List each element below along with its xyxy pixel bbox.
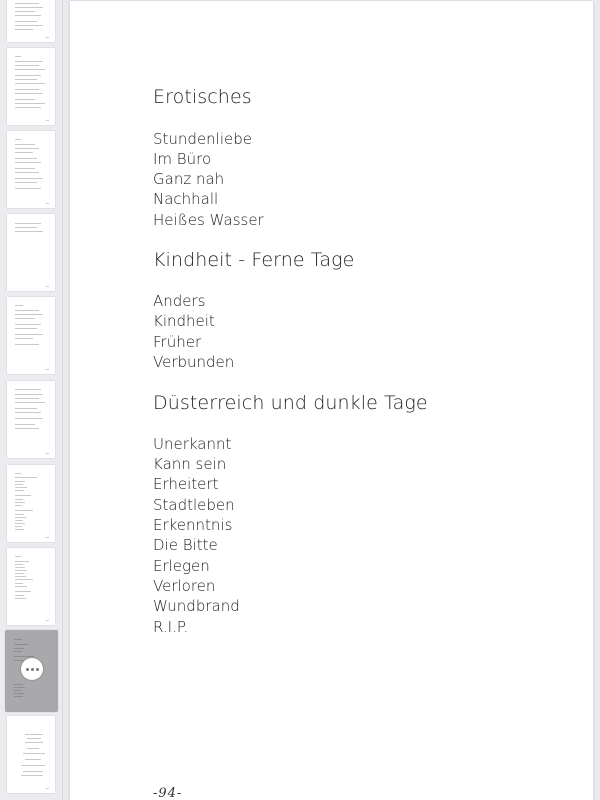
page-thumbnail[interactable]: [7, 48, 55, 125]
page-thumbnail[interactable]: [7, 131, 55, 208]
list-item: Nachhall: [153, 190, 219, 208]
list-item: Stadtleben: [153, 496, 235, 514]
page-thumbnail[interactable]: [7, 548, 55, 625]
page-thumbnail[interactable]: [7, 465, 55, 542]
section-heading: Düsterreich und dunkle Tage: [153, 392, 428, 414]
list-item: Früher: [153, 333, 202, 351]
list-item: Kann sein: [153, 455, 227, 473]
thumbnail-sidebar[interactable]: [0, 0, 63, 800]
list-item: Die Bitte: [153, 536, 218, 554]
page-thumbnail[interactable]: [7, 0, 55, 42]
list-item: Unerkannt: [153, 435, 232, 453]
page-thumbnail[interactable]: [7, 214, 55, 291]
list-item: Anders: [153, 292, 206, 310]
section-heading: Kindheit - Ferne Tage: [153, 249, 355, 271]
page-thumbnail[interactable]: [7, 716, 55, 793]
list-item: Im Büro: [153, 150, 212, 168]
list-item: Stundenliebe: [153, 130, 252, 148]
page-number: -94-: [153, 786, 183, 800]
page-thumbnail-selected[interactable]: [5, 630, 58, 712]
page-thumbnail[interactable]: [7, 381, 55, 458]
section-heading: Erotisches: [153, 86, 252, 108]
page-thumbnail[interactable]: [7, 297, 55, 374]
list-item: Ganz nah: [153, 170, 225, 188]
list-item: Erkenntnis: [153, 516, 233, 534]
list-item: R.I.P.: [153, 618, 189, 636]
document-page: [70, 1, 593, 800]
list-item: Wundbrand: [153, 597, 240, 615]
list-item: Heißes Wasser: [153, 211, 264, 229]
list-item: Erheitert: [153, 475, 219, 493]
list-item: Kindheit: [153, 312, 215, 330]
list-item: Erlegen: [153, 557, 210, 575]
list-item: Verloren: [153, 577, 216, 595]
list-item: Verbunden: [153, 353, 235, 371]
ellipsis-icon[interactable]: [21, 658, 43, 680]
